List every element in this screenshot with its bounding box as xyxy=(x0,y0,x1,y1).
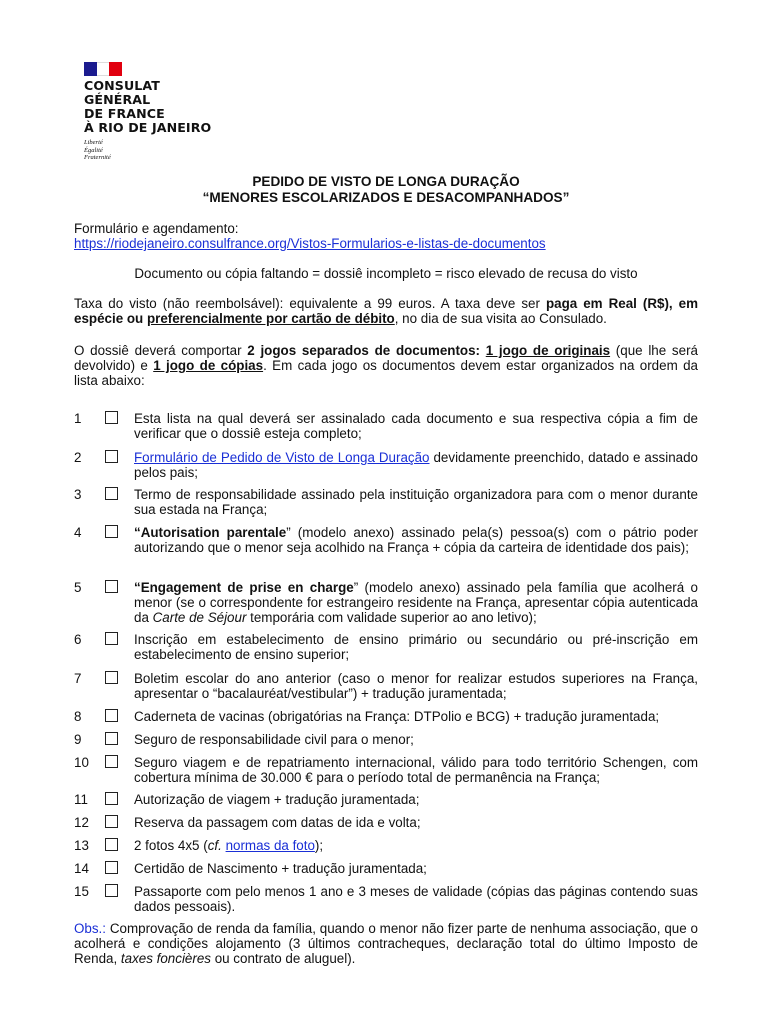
checkbox[interactable] xyxy=(105,580,118,593)
checkbox[interactable] xyxy=(105,884,118,897)
photo-norms-link[interactable]: normas da foto xyxy=(225,838,315,853)
form-section xyxy=(74,221,698,251)
fee-paragraph: Taxa do visto (não reembolsável): equivalente a 99 euros. A taxa deve ser paga em Real (R$), em espécie ou preferencialmente por cartão de débito, no dia de sua visita ao Consulado. xyxy=(74,296,699,327)
form-url-link[interactable]: https://riodejaneiro.consulfrance.org/Vistos-Formularios-e-listas-de-documentos xyxy=(74,236,546,252)
consulate-name: CONSULAT GÉNÉRAL DE FRANCE À RIO DE JANEIRO xyxy=(84,78,212,135)
warning-line: Documento ou cópia faltando = dossiê incompleto = risco elevado de recusa do visto xyxy=(134,266,638,281)
checkbox[interactable] xyxy=(105,838,118,851)
visa-form-link[interactable]: Formulário de Pedido de Visto de Longa Duração xyxy=(134,450,430,465)
document-title: PEDIDO DE VISTO DE LONGA DURAÇÃO “MENORES ESCOLARIZADOS E DESACOMPANHADOS” xyxy=(202,174,570,205)
checkbox[interactable] xyxy=(105,671,118,684)
dossier-paragraph: O dossiê deverá comportar 2 jogos separados de documentos: 1 jogo de originais (que lhe será devolvido) e 1 jogo de cópias. Em cada jogo os documentos devem estar organizados na ordem da lista abaixo: xyxy=(74,343,698,389)
checkbox[interactable] xyxy=(105,755,118,768)
checkbox[interactable] xyxy=(105,525,118,538)
checkbox[interactable] xyxy=(105,861,118,874)
checkbox[interactable] xyxy=(105,815,118,828)
checkbox[interactable] xyxy=(105,450,118,463)
consulate-logo xyxy=(84,62,211,162)
checkbox[interactable] xyxy=(105,632,118,645)
republic-motto: Liberté Égalité Fraternité xyxy=(84,139,111,161)
checkbox[interactable] xyxy=(105,709,118,722)
french-flag-icon xyxy=(84,62,122,76)
form-label: Formulário e agendamento: xyxy=(74,221,239,236)
checkbox[interactable] xyxy=(105,792,118,805)
observation-paragraph: Obs.: Comprovação de renda da família, quando o menor não fizer parte de nenhuma associação, que o acolherá e condições alojamento (3 últimos contracheques, declaração total do último Imposto de Renda, taxes foncières ou contrato de aluguel). xyxy=(74,921,698,967)
checkbox[interactable] xyxy=(105,411,118,424)
checkbox[interactable] xyxy=(105,732,118,745)
checkbox[interactable] xyxy=(105,487,118,500)
obs-label: Obs.: xyxy=(74,921,106,936)
